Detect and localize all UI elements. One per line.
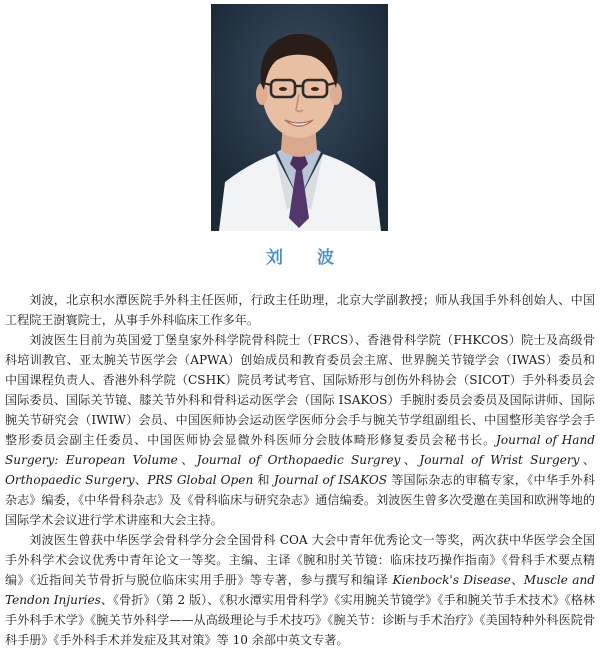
bio-text: 和 [253, 473, 274, 487]
bio-paragraph [5, 330, 595, 530]
biography [5, 290, 595, 650]
portrait-illustration [211, 4, 388, 231]
bio-text: 等国际杂志的审稿专家，《中华手外科杂志》编委，《中华骨科杂志》及《骨科临床与研究杂志》通信编委。刘波医生曾多次受邀在美国和欧洲等地的国际学术会议进行学术讲座和大会主持。 [5, 473, 595, 527]
bio-paragraph [5, 290, 595, 330]
bio-text: 刘波医生目前为英国爱丁堡皇家外科学院骨科院士（FRCS）、香港骨科学院（FHKCOS）院士及高级骨科培训教官、亚太腕关节医学会（APWA）创始成员和教育委员会主席、世界腕关节镜学会（IWAS）委员和中国课程负责人、香港外科学院（CSHK）院员考试考官、国际矫形与创伤外科协会（SICOT）手外科委员会国际委员、国际关节镜、膝关节外科和骨科运动医学会（国际 ISAKOS）手腕肘委员会委员及国际讲师、国际腕关节研究会（IWIW）会员、中国医师协会运动医学医师分会手与腕关节学组副组长、中国整形美容学会手整形委员会副主任委员、中国医师协会显微外科医师分会肢体畸形修复委员会秘书长。 [5, 333, 595, 447]
portrait-photo [211, 4, 388, 231]
publication-title: Muscle and Tendon Injuries [5, 573, 595, 607]
bio-text: 刘波医生曾获中华医学会骨科学分会全国骨科 COA 大会中青年优秀论文一等奖，两次获中华医学会全国手外科学术会议优秀中青年论文一等奖。主编、主译《腕和肘关节镜：临床技巧操作指南》《骨科手术要点精编》《近指间关节骨折与脱位临床实用手册》等专著，参与撰写和编译 [5, 533, 595, 587]
bio-text: 、 [510, 573, 524, 587]
bio-text: 、《骨折》（第 2 版）、《积水潭实用骨科学》《实用腕关节镜学》《手和腕关节手术技术》《格林手外科手术学》《腕关节外科学——从高级理论与手术技巧》《腕关节：诊断与手术治疗》《美国特种外科医院骨科手册》《手外科手术并发症及其对策》等 10 余部中英文专著。 [5, 593, 595, 647]
publication-title: PRS Global Open [147, 473, 254, 487]
bio-text: 、 [579, 453, 595, 467]
publication-title: Orthopaedic Surgery [5, 473, 135, 487]
publication-title: Journal of ISAKOS [273, 473, 388, 487]
bio-paragraph [5, 530, 595, 650]
publication-title: Journal of Orthopaedic Surgrey [196, 453, 401, 467]
bio-text: 、 [400, 453, 420, 467]
bio-text: 刘波，北京积水潭医院手外科主任医师，行政主任助理，北京大学副教授；师从我国手外科创始人、中国工程院王澍寰院士，从事手外科临床工作多年。 [5, 293, 595, 327]
bio-text: 、 [134, 473, 148, 487]
publication-title: Journal of Hand Surgery: European Volume [5, 433, 595, 467]
bio-text: 、 [177, 453, 197, 467]
person-name: 刘 波 [266, 248, 348, 268]
publication-title: Journal of Wrist Surgery [419, 453, 580, 467]
publication-title: Kienbock's Disease [392, 573, 511, 587]
